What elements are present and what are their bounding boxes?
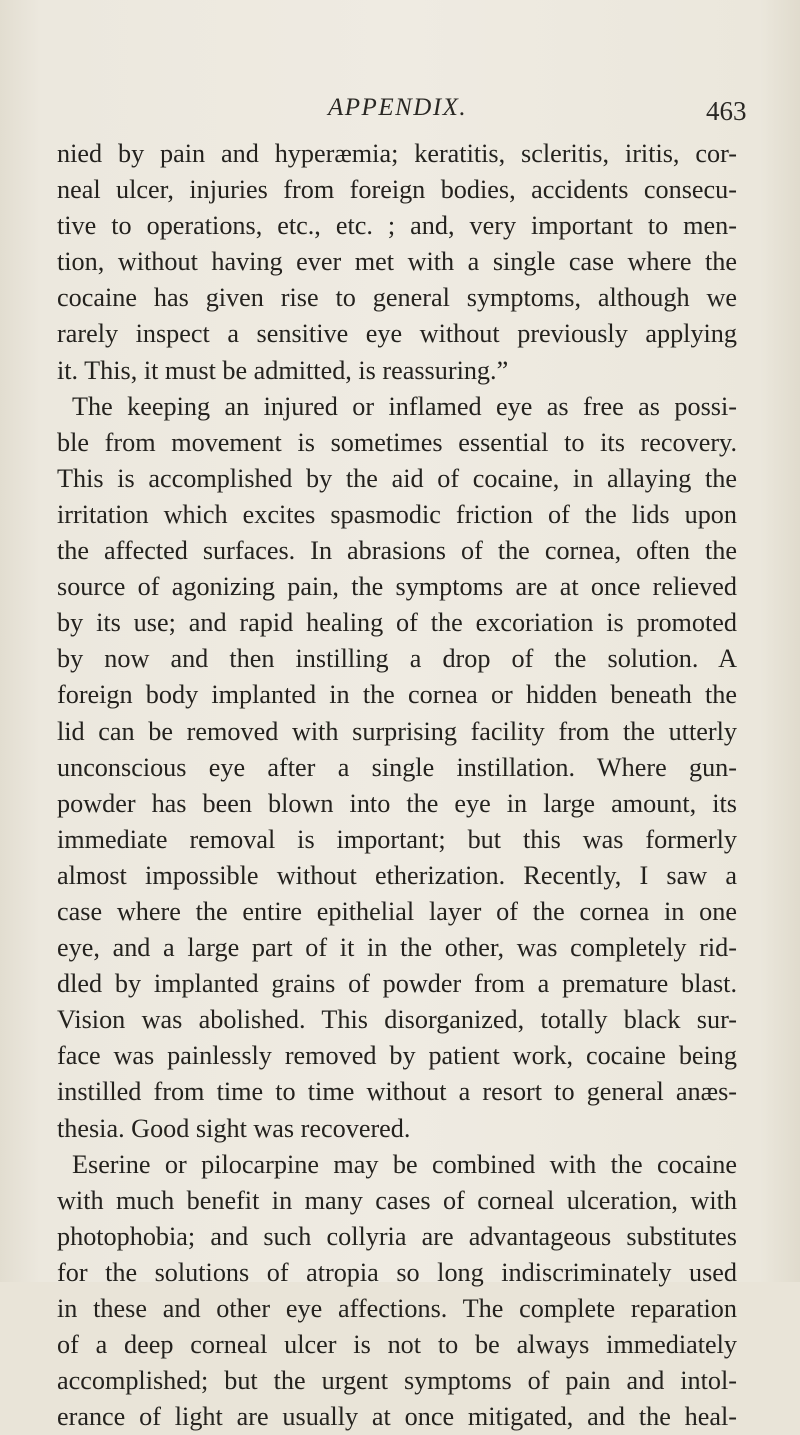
- text-line: eye, and a large part of it in the other, was completely rid-: [57, 933, 737, 963]
- paragraph-first-line: Eserine or pilocarpine may be combined with the cocaine: [72, 1149, 737, 1179]
- text-line: accomplished; but the urgent symptoms of pain and intol-: [57, 1366, 737, 1396]
- paragraph-first-line: The keeping an injured or inflamed eye as free as possi-: [72, 391, 737, 421]
- text-line: nied by pain and hyperæmia; keratitis, scleritis, iritis, cor-: [57, 139, 737, 168]
- text-line: for the solutions of atropia so long indiscriminately used: [57, 1257, 737, 1287]
- page-header: [0, 94, 800, 134]
- text-line: by now and then instilling a drop of the solution. A: [57, 644, 737, 674]
- text-line: irritation which excites spasmodic friction of the lids upon: [57, 499, 737, 529]
- text-line: tion, without having ever met with a single case where the: [57, 247, 737, 277]
- text-line: case where the entire epithelial layer of the cornea in one: [57, 896, 737, 926]
- text-line: by its use; and rapid healing of the excoriation is promoted: [57, 608, 737, 638]
- text-line: face was painlessly removed by patient work, cocaine being: [57, 1041, 737, 1071]
- text-line: foreign body implanted in the cornea or hidden beneath the: [57, 680, 737, 710]
- text-line: This is accomplished by the aid of cocaine, in allaying the: [57, 463, 737, 493]
- text-line: in these and other eye affections. The complete reparation: [57, 1294, 737, 1323]
- text-line: immediate removal is important; but this was formerly: [57, 824, 737, 854]
- text-line: tive to operations, etc., etc. ; and, very important to men-: [57, 211, 737, 241]
- text-line: source of agonizing pain, the symptoms are at once relieved: [57, 572, 737, 602]
- text-line: of a deep corneal ulcer is not to be always immediately: [57, 1330, 737, 1360]
- text-line: erance of light are usually at once mitigated, and the heal-: [57, 1402, 737, 1432]
- text-line: almost impossible without etherization. Recently, I saw a: [57, 860, 737, 890]
- text-line: photophobia; and such collyria are advantageous substitutes: [57, 1221, 737, 1251]
- text-line: it. This, it must be admitted, is reassuring.”: [57, 355, 509, 385]
- text-line: dled by implanted grains of powder from a premature blast.: [57, 969, 737, 999]
- text-line: neal ulcer, injuries from foreign bodies, accidents consecu-: [57, 175, 737, 205]
- text-line: unconscious eye after a single instillation. Where gun-: [57, 752, 737, 782]
- text-line: instilled from time to time without a resort to general anæs-: [57, 1077, 737, 1107]
- text-line: with much benefit in many cases of corneal ulceration, with: [57, 1185, 737, 1215]
- running-head: APPENDIX.: [328, 94, 468, 121]
- text-line: Vision was abolished. This disorganized, totally black sur-: [57, 1005, 737, 1035]
- body-text: [57, 136, 737, 1435]
- text-line: lid can be removed with surprising facility from the utterly: [57, 716, 737, 746]
- text-line: powder has been blown into the eye in large amount, its: [57, 788, 737, 818]
- page-number: 463: [706, 96, 747, 126]
- text-line: cocaine has given rise to general symptoms, although we: [57, 283, 737, 313]
- text-line: the affected surfaces. In abrasions of the cornea, often the: [57, 536, 737, 566]
- text-line: thesia. Good sight was recovered.: [57, 1113, 411, 1143]
- text-line: rarely inspect a sensitive eye without previously applying: [57, 319, 737, 349]
- text-line: ble from movement is sometimes essential to its recovery.: [57, 427, 737, 457]
